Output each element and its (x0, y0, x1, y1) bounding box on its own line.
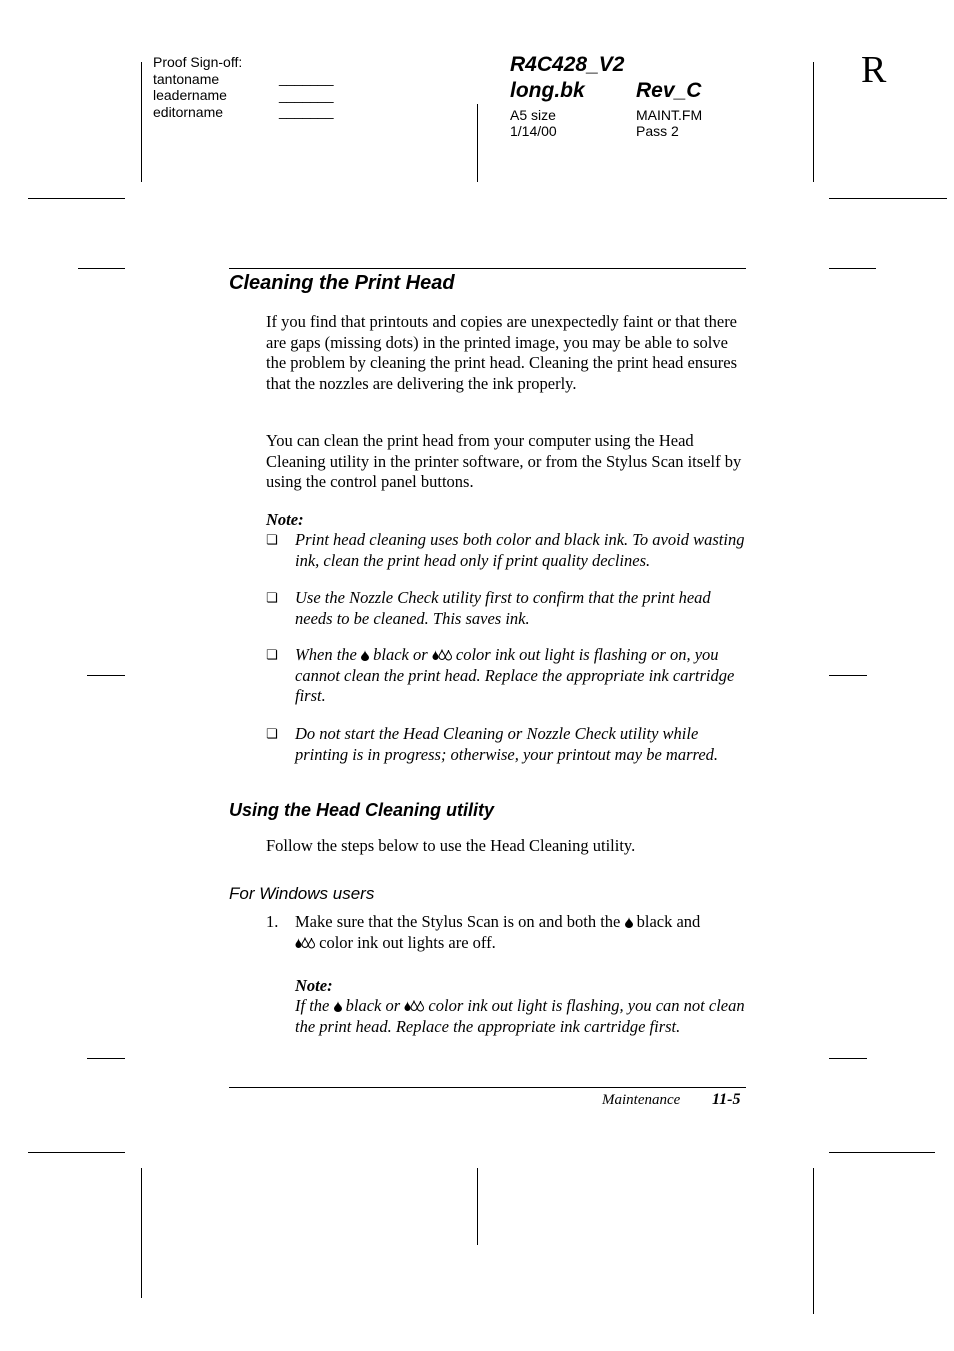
note-label: Note: (266, 510, 304, 529)
color-ink-drops-icon (432, 649, 452, 661)
footer-rule (229, 1087, 746, 1088)
signoff-blank: _______ (279, 86, 334, 103)
crop-mark (829, 675, 867, 676)
crop-mark (477, 104, 478, 182)
subsection-intro: Follow the steps below to use the Head Cleaning utility. (266, 836, 636, 855)
checkbox-bullet-icon: ❏ (266, 591, 278, 606)
black-ink-drop-icon (361, 650, 369, 661)
note-item: Use the Nozzle Check utility first to confirm that the print head needs to be cleaned. This saves ink. (295, 588, 711, 628)
footer-page-number: 11-5 (712, 1091, 741, 1108)
proof-name-editor: editorname (153, 103, 224, 120)
job-code: R4C428_V2 (510, 53, 625, 76)
crop-mark (87, 675, 125, 676)
color-ink-drops-icon (295, 937, 315, 949)
crop-mark (813, 62, 814, 182)
crop-mark (141, 1168, 142, 1298)
section-paragraph: If you find that printouts and copies are unexpectedly faint or that there are gaps (missing dots) in the printed image, you may be able to solve the problem by cleaning the print head. Cleaning the print head ensures that the nozzles are delivering the ink properly. (266, 312, 738, 393)
section-paragraph: You can clean the print head from your computer using the Head Cleaning utility in the printer software, or from the Stylus Scan itself by using the control panel buttons. (266, 431, 742, 491)
black-ink-drop-icon (334, 1001, 342, 1012)
checkbox-bullet-icon: ❏ (266, 533, 278, 548)
proof-label: Proof Sign-off: (153, 54, 243, 70)
crop-mark (28, 1152, 125, 1153)
crop-mark (829, 1058, 867, 1059)
job-date: 1/14/00 (510, 123, 557, 139)
crop-mark (813, 1168, 814, 1314)
step-number: 1. (266, 912, 279, 931)
windows-users-heading: For Windows users (229, 884, 375, 903)
subsection-title: Using the Head Cleaning utility (229, 800, 495, 820)
signoff-blank: _______ (279, 103, 334, 119)
note-item: When the black or color ink out light is flashing or on, you cannot clean the print head. Replace the appropriate ink cartridge first. (295, 645, 735, 705)
footer-chapter: Maintenance (602, 1092, 681, 1108)
job-book: long.bk (510, 79, 585, 102)
crop-mark (829, 1152, 935, 1153)
note-item: Do not start the Head Cleaning or Nozzle Check utility while printing is in progress; otherwise, your printout may be marred. (295, 724, 719, 764)
black-ink-drop-icon (625, 917, 633, 928)
checkbox-bullet-icon: ❏ (266, 727, 278, 742)
crop-mark (477, 1168, 478, 1245)
job-pass: Pass 2 (636, 123, 679, 139)
section-rule (229, 268, 746, 269)
job-file: MAINT.FM (636, 107, 703, 123)
corner-letter: R (861, 49, 887, 91)
note-item: Print head cleaning uses both color and black ink. To avoid wasting ink, clean the print head only if print quality declines. (295, 530, 745, 570)
proof-name-tanto: tantoname (153, 70, 220, 87)
step-note-label: Note: (295, 976, 333, 995)
crop-mark (141, 62, 142, 182)
job-size: A5 size (510, 107, 556, 123)
checkbox-bullet-icon: ❏ (266, 648, 278, 663)
color-ink-drops-icon (404, 1000, 424, 1012)
section-title: Cleaning the Print Head (229, 272, 455, 294)
step-text: Make sure that the Stylus Scan is on and both the black and color ink out lights are off. (295, 912, 701, 952)
job-revision: Rev_C (636, 79, 702, 102)
crop-mark (829, 198, 947, 199)
step-note-text: If the black or color ink out light is flashing, you can not clean the print head. Replace the appropriate ink cartridge first. (295, 996, 745, 1036)
crop-mark (78, 268, 125, 269)
crop-mark (28, 198, 125, 199)
proof-name-leader: leadername (153, 87, 227, 103)
signoff-blank: _______ (279, 70, 334, 86)
proof-signoff (153, 54, 242, 120)
crop-mark (87, 1058, 125, 1059)
proof-blanks (279, 70, 334, 120)
crop-mark (829, 268, 876, 269)
